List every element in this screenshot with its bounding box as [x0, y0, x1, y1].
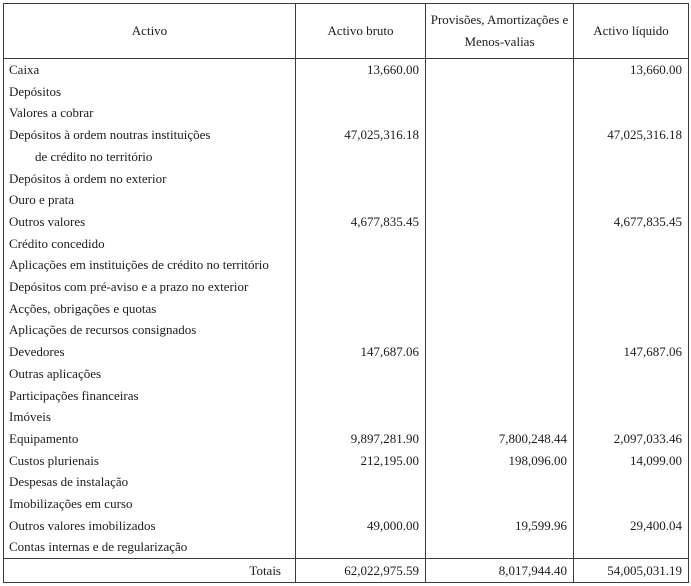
row-activo-liquido — [574, 493, 689, 515]
row-activo-liquido — [574, 363, 689, 385]
row-provisoes — [426, 276, 574, 298]
row-activo-bruto — [296, 471, 426, 493]
row-provisoes — [426, 59, 574, 81]
table-row — [4, 146, 689, 168]
totals-label: Totais — [4, 559, 296, 583]
row-provisoes — [426, 298, 574, 320]
totals-activo-bruto: 62,022,975.59 — [296, 559, 426, 583]
row-provisoes — [426, 146, 574, 168]
row-label: Despesas de instalação — [4, 471, 296, 493]
row-provisoes — [426, 189, 574, 211]
row-label: Outras aplicações — [4, 363, 296, 385]
table-row — [4, 124, 689, 146]
row-activo-bruto — [296, 536, 426, 558]
row-provisoes: 198,096.00 — [426, 450, 574, 472]
table-row — [4, 450, 689, 472]
row-activo-bruto: 47,025,316.18 — [296, 124, 426, 146]
table-row — [4, 254, 689, 276]
table-row — [4, 493, 689, 515]
table-footer — [4, 559, 689, 583]
table-row — [4, 363, 689, 385]
row-activo-bruto: 147,687.06 — [296, 341, 426, 363]
header-activo: Activo — [4, 4, 296, 59]
row-activo-liquido: 147,687.06 — [574, 341, 689, 363]
row-activo-bruto — [296, 168, 426, 190]
totals-row — [4, 559, 689, 583]
table-row — [4, 81, 689, 103]
row-label: Custos plurienais — [4, 450, 296, 472]
row-activo-liquido: 47,025,316.18 — [574, 124, 689, 146]
row-provisoes — [426, 102, 574, 124]
assets-table — [3, 3, 689, 583]
row-provisoes — [426, 341, 574, 363]
row-activo-liquido — [574, 385, 689, 407]
row-provisoes — [426, 363, 574, 385]
table-row — [4, 428, 689, 450]
row-activo-bruto — [296, 385, 426, 407]
row-activo-bruto — [296, 319, 426, 341]
table-row — [4, 298, 689, 320]
row-activo-bruto — [296, 298, 426, 320]
row-activo-bruto — [296, 254, 426, 276]
row-provisoes — [426, 471, 574, 493]
row-activo-bruto — [296, 363, 426, 385]
header-row — [4, 4, 689, 59]
row-label: Crédito concedido — [4, 233, 296, 255]
row-provisoes — [426, 319, 574, 341]
row-activo-liquido — [574, 102, 689, 124]
table-row — [4, 59, 689, 81]
row-activo-liquido: 14,099.00 — [574, 450, 689, 472]
row-activo-bruto: 49,000.00 — [296, 515, 426, 537]
row-activo-bruto: 4,677,835.45 — [296, 211, 426, 233]
row-provisoes — [426, 233, 574, 255]
row-activo-liquido: 29,400.04 — [574, 515, 689, 537]
table-row — [4, 233, 689, 255]
row-activo-bruto — [296, 189, 426, 211]
row-provisoes: 7,800,248.44 — [426, 428, 574, 450]
row-activo-liquido — [574, 406, 689, 428]
row-provisoes — [426, 81, 574, 103]
row-activo-bruto — [296, 146, 426, 168]
row-label: Valores a cobrar — [4, 102, 296, 124]
table-row — [4, 536, 689, 558]
row-activo-liquido — [574, 276, 689, 298]
row-label: Contas internas e de regularização — [4, 536, 296, 558]
totals-activo-liquido: 54,005,031.19 — [574, 559, 689, 583]
row-provisoes — [426, 168, 574, 190]
row-activo-liquido: 2,097,033.46 — [574, 428, 689, 450]
row-label: de crédito no território — [4, 146, 296, 168]
row-provisoes — [426, 254, 574, 276]
row-provisoes — [426, 385, 574, 407]
row-label: Imóveis — [4, 406, 296, 428]
table-row — [4, 341, 689, 363]
row-label: Depósitos — [4, 81, 296, 103]
header-provisoes-amortizacoes — [426, 4, 574, 59]
row-activo-liquido — [574, 233, 689, 255]
row-activo-liquido — [574, 189, 689, 211]
table-row — [4, 102, 689, 124]
table-body — [4, 59, 689, 559]
row-activo-liquido — [574, 146, 689, 168]
row-activo-bruto: 212,195.00 — [296, 450, 426, 472]
row-activo-liquido — [574, 168, 689, 190]
row-activo-bruto — [296, 81, 426, 103]
table-row — [4, 385, 689, 407]
totals-provisoes: 8,017,944.40 — [426, 559, 574, 583]
row-activo-bruto — [296, 493, 426, 515]
table-row — [4, 211, 689, 233]
row-label: Ouro e prata — [4, 189, 296, 211]
row-label: Depósitos à ordem noutras instituições — [4, 124, 296, 146]
row-activo-bruto — [296, 102, 426, 124]
row-activo-liquido — [574, 319, 689, 341]
row-activo-liquido: 4,677,835.45 — [574, 211, 689, 233]
row-provisoes: 19,599.96 — [426, 515, 574, 537]
header-activo-bruto: Activo bruto — [296, 4, 426, 59]
row-activo-liquido — [574, 471, 689, 493]
row-label: Acções, obrigações e quotas — [4, 298, 296, 320]
row-activo-liquido — [574, 254, 689, 276]
header-provisoes-line2: Menos-valias — [464, 34, 535, 49]
table-row — [4, 515, 689, 537]
row-provisoes — [426, 536, 574, 558]
row-activo-liquido — [574, 81, 689, 103]
row-activo-bruto: 9,897,281.90 — [296, 428, 426, 450]
row-label: Imobilizações em curso — [4, 493, 296, 515]
row-activo-bruto: 13,660.00 — [296, 59, 426, 81]
header-activo-liquido: Activo líquido — [574, 4, 689, 59]
table-row — [4, 168, 689, 190]
table-row — [4, 406, 689, 428]
row-activo-liquido — [574, 298, 689, 320]
row-label: Depósitos com pré-aviso e a prazo no exterior — [4, 276, 296, 298]
row-label: Aplicações de recursos consignados — [4, 319, 296, 341]
row-provisoes — [426, 211, 574, 233]
row-label: Outros valores — [4, 211, 296, 233]
row-activo-bruto — [296, 233, 426, 255]
table-header — [4, 4, 689, 59]
table-row — [4, 189, 689, 211]
row-label: Caixa — [4, 59, 296, 81]
row-label: Aplicações em instituições de crédito no território — [4, 254, 296, 276]
row-label: Equipamento — [4, 428, 296, 450]
row-label: Devedores — [4, 341, 296, 363]
row-activo-bruto — [296, 406, 426, 428]
table-row — [4, 319, 689, 341]
row-provisoes — [426, 124, 574, 146]
row-label: Depósitos à ordem no exterior — [4, 168, 296, 190]
table-row — [4, 276, 689, 298]
row-activo-bruto — [296, 276, 426, 298]
header-provisoes-line1: Provisões, Amortizações e — [430, 12, 569, 27]
table-row — [4, 471, 689, 493]
row-provisoes — [426, 406, 574, 428]
row-label: Participações financeiras — [4, 385, 296, 407]
row-label: Outros valores imobilizados — [4, 515, 296, 537]
row-activo-liquido: 13,660.00 — [574, 59, 689, 81]
row-provisoes — [426, 493, 574, 515]
row-activo-liquido — [574, 536, 689, 558]
